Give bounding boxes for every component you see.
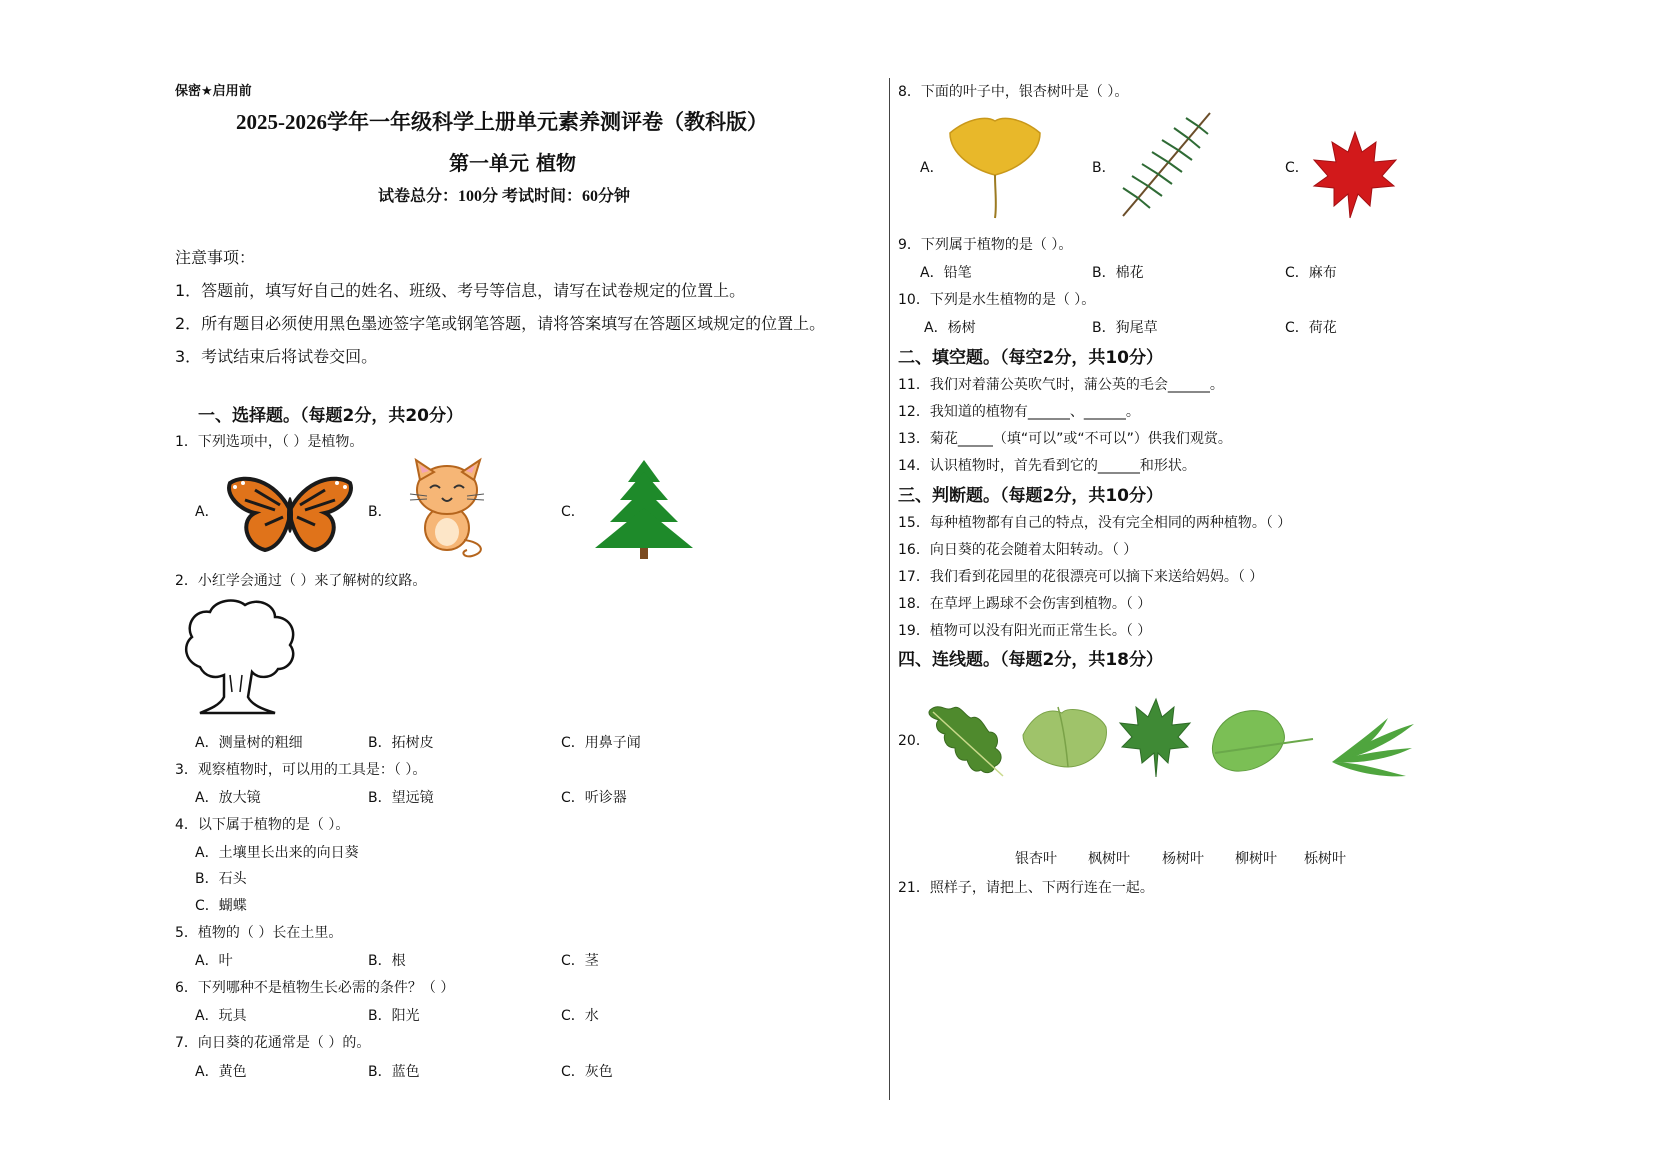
note-item: 3．考试结束后将试卷交回。 xyxy=(175,347,378,366)
q3-option-a: A．放大镜 xyxy=(195,790,261,806)
q2-option-a: A．测量树的粗细 xyxy=(195,735,303,751)
q7-option-b: B．蓝色 xyxy=(368,1064,420,1080)
q1-option-c: C． xyxy=(561,504,585,520)
q7-option-c: C．灰色 xyxy=(561,1064,613,1080)
ginkgo-green-leaf-image xyxy=(1018,705,1110,775)
q6-option-b: B．阳光 xyxy=(368,1008,420,1024)
judge-question-16: 16．向日葵的花会随着太阳转动。（ ） xyxy=(898,542,1138,558)
section2-title: 二、填空题。（每空2分，共10分） xyxy=(898,348,1163,368)
question-4: 4．以下属于植物的是（ ）。 xyxy=(175,817,350,833)
question-7: 7．向日葵的花通常是（ ）的。 xyxy=(175,1035,371,1051)
q8-option-a: A． xyxy=(920,160,944,176)
poplar-leaf-image xyxy=(1205,703,1315,775)
section3-title: 三、判断题。（每题2分，共10分） xyxy=(898,486,1163,506)
question-3: 3．观察植物时，可以用的工具是：（ ）。 xyxy=(175,762,427,778)
exam-title: 2025-2026学年一年级科学上册单元素养测评卷（教科版） xyxy=(236,110,768,134)
butterfly-image xyxy=(225,475,355,555)
maple-leaf-image xyxy=(1310,130,1400,220)
q5-option-c: C．茎 xyxy=(561,953,599,969)
note-item: 2．所有题目必须使用黑色墨迹签字笔或钢笔答题，请将答案填写在答题区域规定的位置上。 xyxy=(175,314,826,333)
question-10: 10．下列是水生植物的是（ ）。 xyxy=(898,292,1096,308)
score-info: 试卷总分：100分 考试时间：60分钟 xyxy=(378,188,631,205)
q8-option-b: B． xyxy=(1092,160,1116,176)
fill-question-14: 14．认识植物时，首先看到它的______和形状。 xyxy=(898,458,1196,474)
fill-question-13: 13．菊花_____（填“可以”或“不可以”）供我们观赏。 xyxy=(898,431,1232,447)
q2-option-b: B．拓树皮 xyxy=(368,735,434,751)
leaf-name-willow: 柳树叶 xyxy=(1235,851,1277,867)
judge-question-17: 17．我们看到花园里的花很漂亮可以摘下来送给妈妈。（ ） xyxy=(898,569,1264,585)
question-1: 1．下列选项中，（ ）是植物。 xyxy=(175,434,364,450)
leaf-name-oak: 栎树叶 xyxy=(1304,851,1346,867)
willow-leaf-image xyxy=(1322,712,1417,782)
ginkgo-leaf-image xyxy=(945,115,1045,220)
section4-title: 四、连线题。（每题2分，共18分） xyxy=(898,650,1163,670)
exam-subtitle: 第一单元 植物 xyxy=(449,151,576,175)
q3-option-c: C．听诊器 xyxy=(561,790,627,806)
judge-question-19: 19．植物可以没有阳光而正常生长。（ ） xyxy=(898,623,1152,639)
tree-outline-image xyxy=(180,597,300,715)
fill-question-11: 11．我们对着蒲公英吹气时，蒲公英的毛会______。 xyxy=(898,377,1224,393)
q5-option-a: A．叶 xyxy=(195,953,233,969)
leaf-name-poplar: 杨树叶 xyxy=(1162,851,1204,867)
q4-option-a: A．土壤里长出来的向日葵 xyxy=(195,845,359,861)
judge-question-18: 18．在草坪上踢球不会伤害到植物。（ ） xyxy=(898,596,1152,612)
q8-option-c: C． xyxy=(1285,160,1309,176)
q2-option-c: C．用鼻子闻 xyxy=(561,735,641,751)
confidential-label: 保密★启用前 xyxy=(175,84,252,99)
q6-option-a: A．玩具 xyxy=(195,1008,247,1024)
q3-option-b: B．望远镜 xyxy=(368,790,434,806)
section1-title: 一、选择题。（每题2分，共20分） xyxy=(198,406,463,426)
question-6: 6．下列哪种不是植物生长必需的条件？（ ） xyxy=(175,980,455,996)
fern-leaf-image xyxy=(1118,108,1218,220)
note-item: 1．答题前，填写好自己的姓名、班级、考号等信息，请写在试卷规定的位置上。 xyxy=(175,281,746,300)
leaf-name-ginkgo: 银杏叶 xyxy=(1015,851,1057,867)
q6-option-c: C．水 xyxy=(561,1008,599,1024)
q10-option-a: A．杨树 xyxy=(924,320,976,336)
fill-question-12: 12．我知道的植物有______、______。 xyxy=(898,404,1140,420)
q9-option-c: C．麻布 xyxy=(1285,265,1337,281)
judge-question-15: 15．每种植物都有自己的特点，没有完全相同的两种植物。（ ） xyxy=(898,515,1292,531)
question-20-label: 20． xyxy=(898,733,930,749)
maple-green-leaf-image xyxy=(1118,697,1193,779)
q1-option-b: B． xyxy=(368,504,392,520)
column-divider xyxy=(889,78,890,1100)
question-8: 8．下面的叶子中，银杏树叶是（ ）。 xyxy=(898,84,1129,100)
leaf-name-maple: 枫树叶 xyxy=(1088,851,1130,867)
q4-option-c: C．蝴蝶 xyxy=(195,898,247,914)
q10-option-c: C．荷花 xyxy=(1285,320,1337,336)
question-5: 5．植物的（ ）长在土里。 xyxy=(175,925,343,941)
notes-heading: 注意事项： xyxy=(175,248,256,267)
q9-option-a: A．铅笔 xyxy=(920,265,972,281)
q4-option-b: B．石头 xyxy=(195,871,247,887)
question-2: 2．小红学会通过（ ）来了解树的纹路。 xyxy=(175,573,427,589)
q1-option-a: A． xyxy=(195,504,219,520)
q5-option-b: B．根 xyxy=(368,953,406,969)
question-9: 9．下列属于植物的是（ ）。 xyxy=(898,237,1073,253)
q10-option-b: B．狗尾草 xyxy=(1092,320,1158,336)
pine-tree-image xyxy=(590,460,700,560)
cat-image xyxy=(402,460,497,560)
oak-leaf-image xyxy=(925,700,1010,780)
q9-option-b: B．棉花 xyxy=(1092,265,1144,281)
question-21: 21．照样子，请把上、下两行连在一起。 xyxy=(898,880,1154,896)
q7-option-a: A．黄色 xyxy=(195,1064,247,1080)
